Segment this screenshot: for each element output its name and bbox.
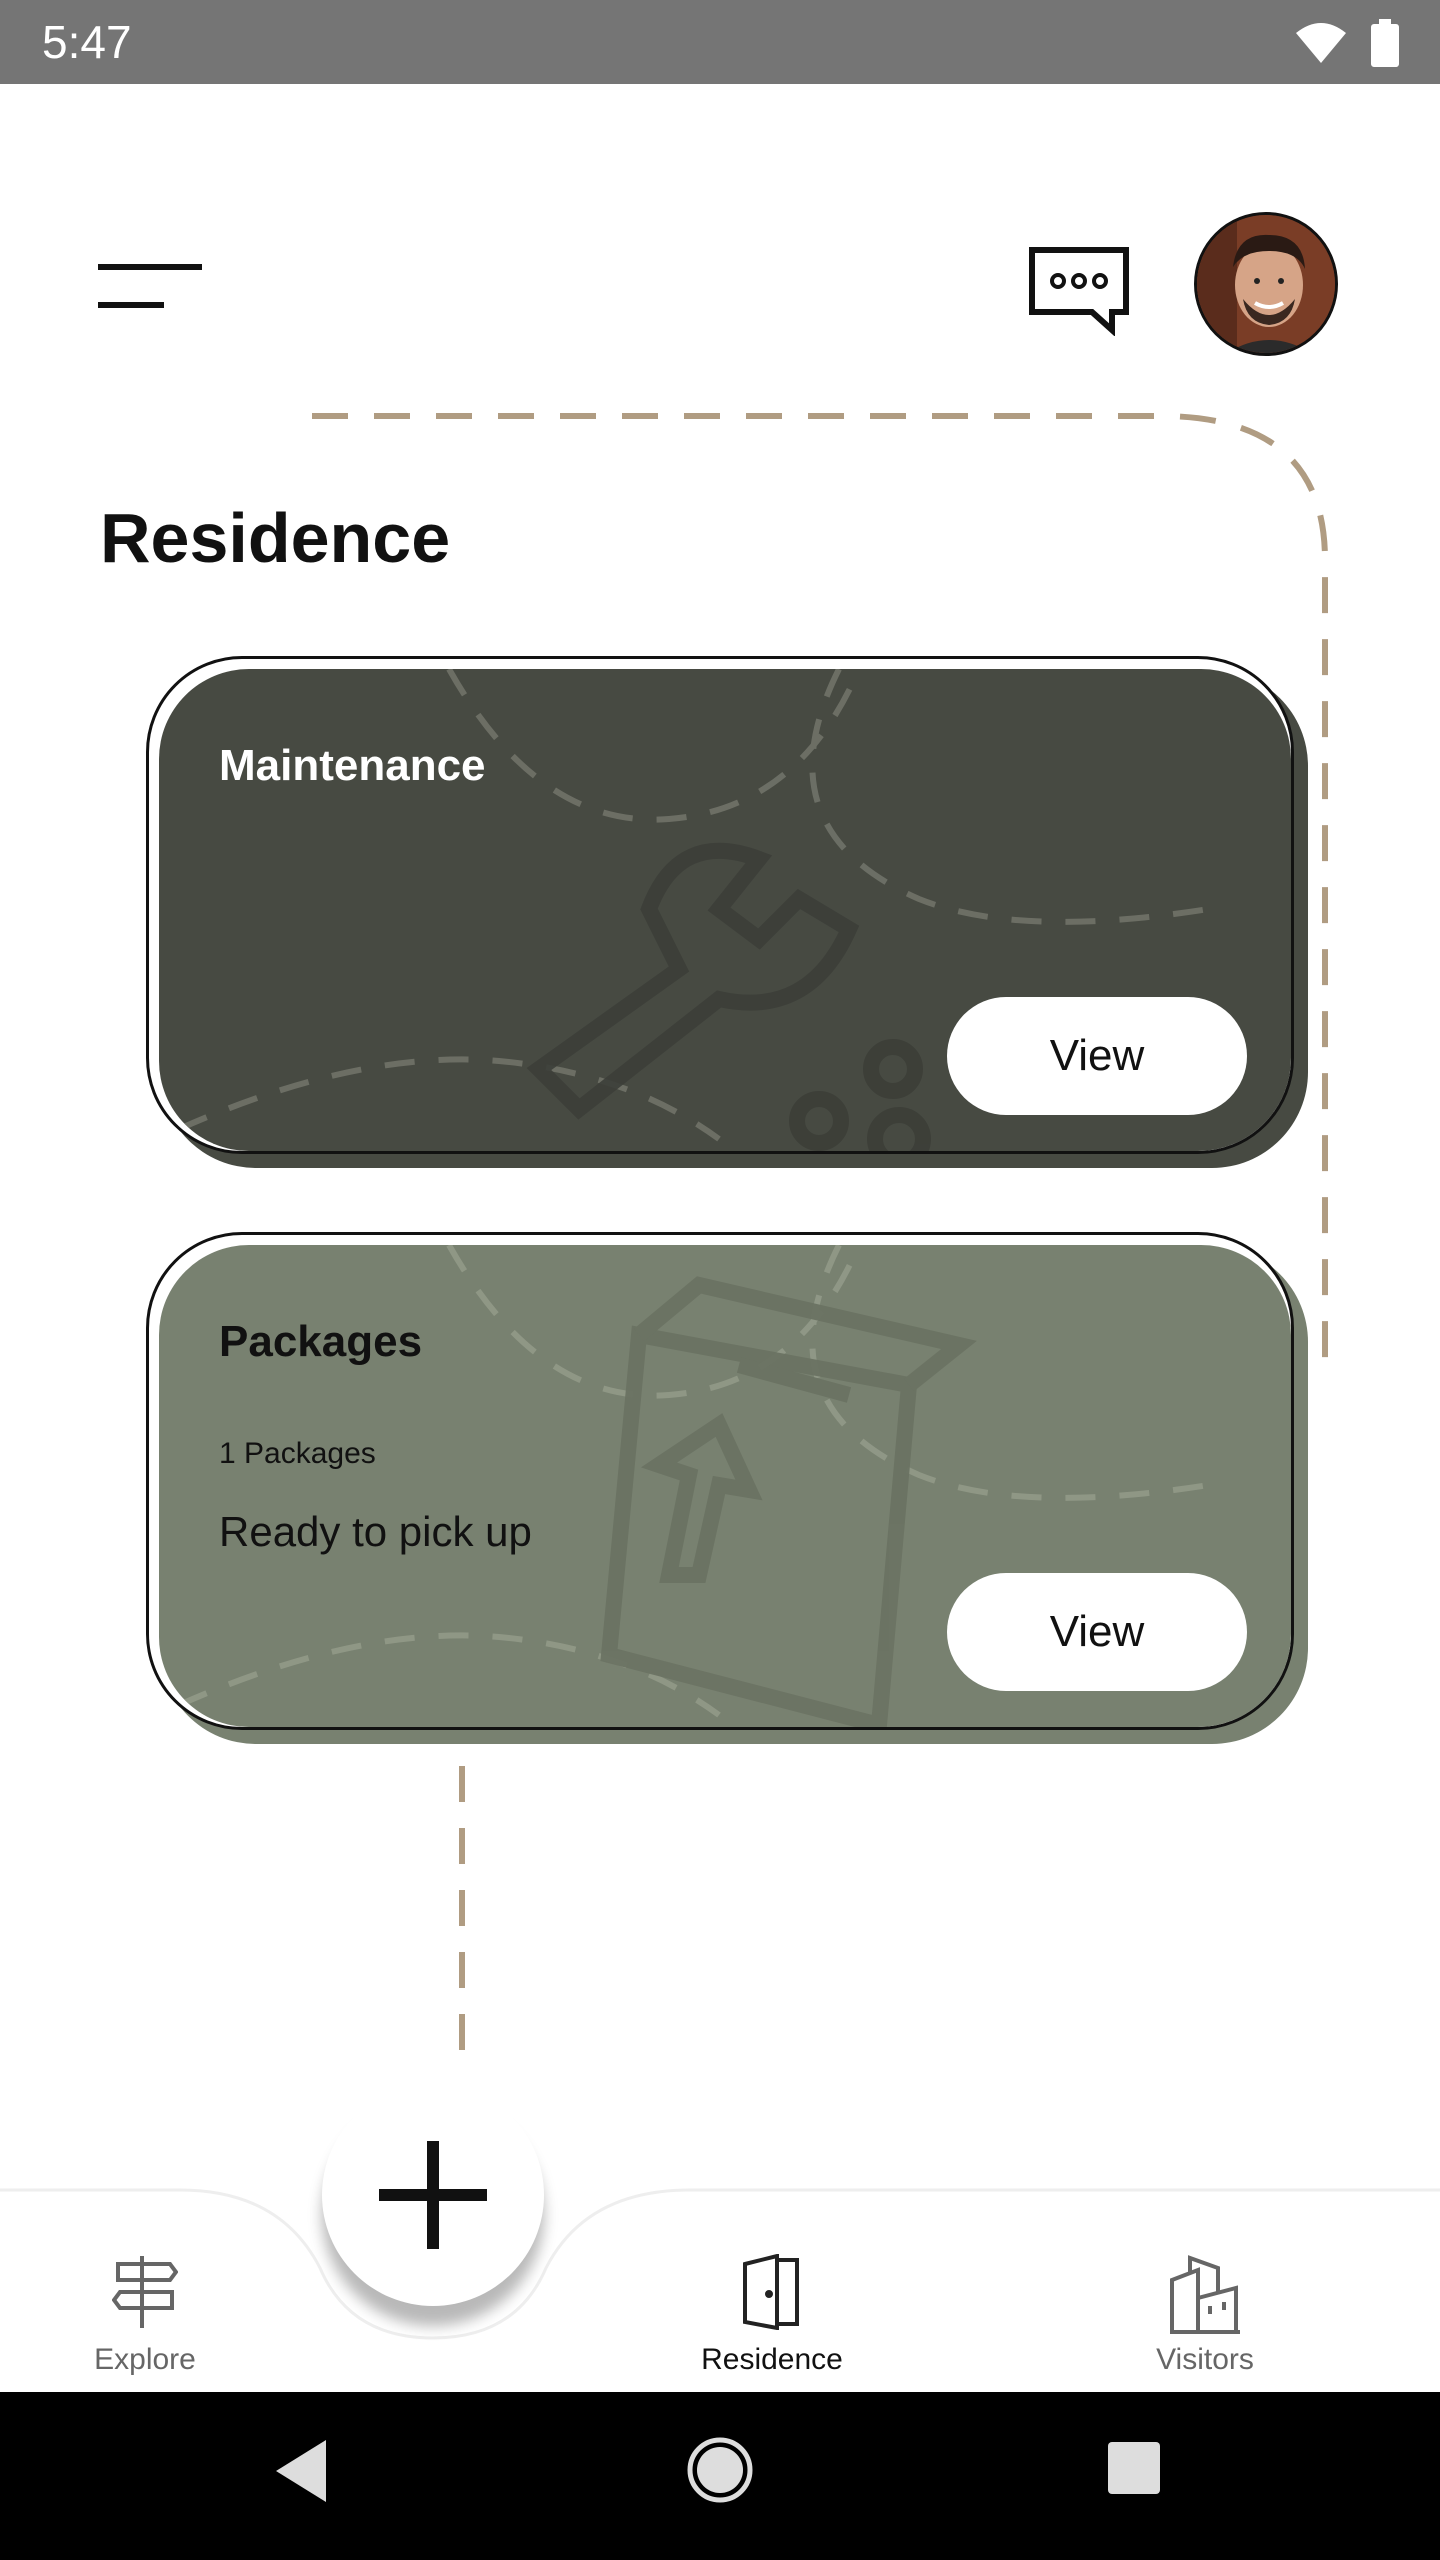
avatar-portrait (1197, 215, 1335, 353)
nav-residence[interactable] (670, 2188, 874, 2392)
card-title: Packages (219, 1317, 423, 1366)
card-body (159, 669, 1291, 1151)
card-body (159, 1245, 1291, 1727)
menu-button[interactable] (98, 262, 202, 310)
chat-button[interactable] (1028, 246, 1132, 336)
view-button[interactable]: View (947, 1573, 1247, 1691)
nav-label: Visitors (1156, 2343, 1254, 2376)
nav-label: Residence (701, 2343, 843, 2376)
nav-visitors[interactable] (1100, 2188, 1310, 2392)
status-bar (0, 0, 1440, 84)
home-button[interactable] (686, 2436, 754, 2509)
add-button[interactable] (322, 2084, 544, 2306)
maintenance-card[interactable] (146, 656, 1294, 1154)
package-status: Ready to pick up (219, 1508, 532, 1555)
home-icon (686, 2436, 754, 2504)
door-icon (743, 2254, 801, 2330)
status-time: 5:47 (42, 16, 132, 68)
packages-card[interactable] (146, 1232, 1294, 1730)
recents-button[interactable] (1106, 2440, 1162, 2501)
user-avatar[interactable] (1194, 212, 1338, 356)
status-icons (1294, 20, 1400, 66)
wifi-icon (1294, 21, 1348, 65)
view-button[interactable]: View (947, 997, 1247, 1115)
nav-label: Explore (94, 2343, 196, 2376)
chat-bubble-icon (1028, 246, 1132, 336)
back-icon (270, 2436, 330, 2506)
hamburger-menu-icon (98, 262, 202, 310)
nav-explore[interactable] (40, 2188, 250, 2392)
battery-icon (1370, 19, 1400, 67)
package-count: 1 Packages (219, 1437, 376, 1470)
bottom-navigation (0, 2188, 1440, 2392)
card-frame (146, 1232, 1294, 1730)
signpost-icon (112, 2254, 178, 2330)
recents-icon (1106, 2440, 1162, 2496)
card-title: Maintenance (219, 741, 486, 790)
back-button[interactable] (270, 2436, 330, 2511)
buildings-icon (1170, 2254, 1240, 2334)
page-title: Residence (100, 499, 451, 577)
system-navigation-bar (0, 2392, 1440, 2560)
card-frame (146, 656, 1294, 1154)
plus-icon (377, 2139, 489, 2251)
